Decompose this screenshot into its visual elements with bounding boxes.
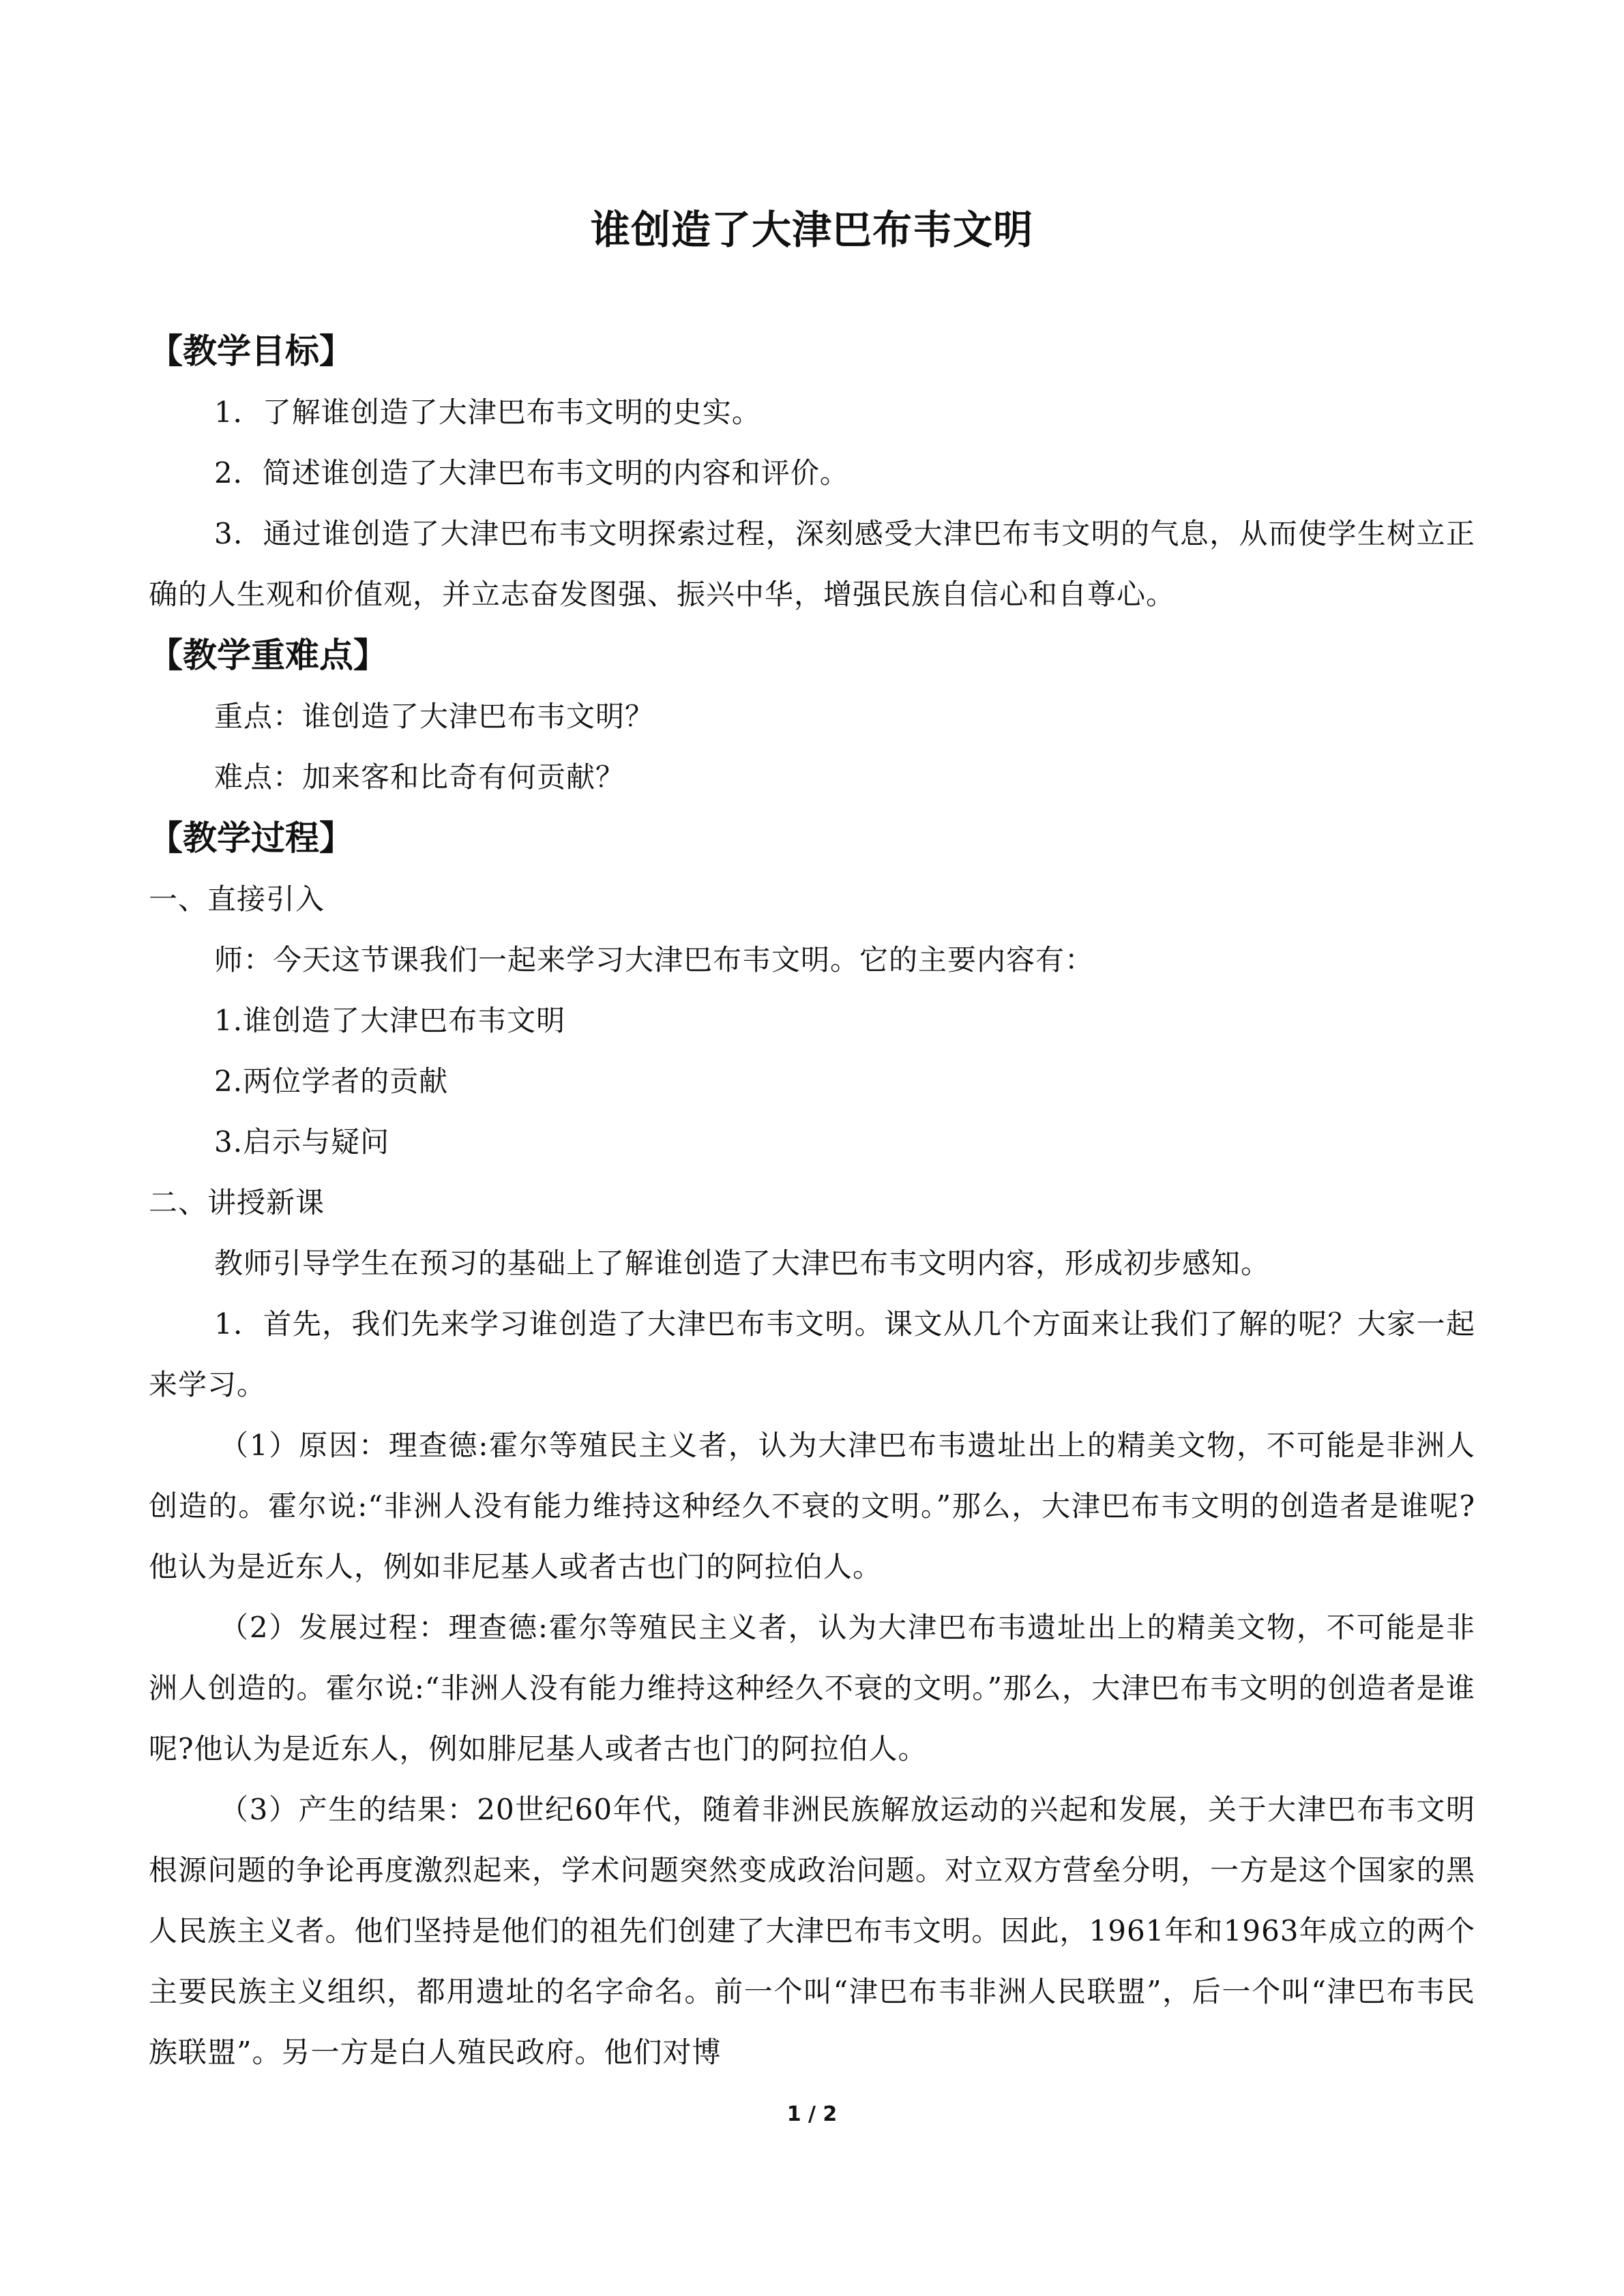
paragraph: （3）产生的结果：20世纪60年代，随着非洲民族解放运动的兴起和发展，关于大津巴布韦文明根源问题的争论再度激烈起来，学术问题突然变成政治问题。对立双方营垒分明，一方是这个国家的黑人民族主义者。他们坚持是他们的祖先们创建了大津巴布韦文明。因此，1961年和1963年成立的两个主要民族主义组织，都用遗址的名字命名。前一个叫“津巴布韦非洲人民联盟”，后一个叫“津巴布韦民族联盟”。另一方是白人殖民政府。他们对博	[149, 1793, 1475, 2069]
list-item: 1.谁创造了大津巴布韦文明	[214, 1004, 566, 1037]
section-heading: 二、讲授新课	[149, 1186, 325, 1219]
page-title: 谁创造了大津巴布韦文明	[590, 207, 1033, 253]
keypoint-item: 难点：加来客和比奇有何贡献？	[214, 760, 625, 794]
list-item: 3.启示与疑问	[214, 1125, 390, 1159]
document-body	[149, 320, 1475, 2083]
paragraph: （1）原因：理查德:霍尔等殖民主义者，认为大津巴布韦遗址出上的精美文物，不可能是非洲人创造的。霍尔说:“非洲人没有能力维持这种经久不衰的文明。”那么，大津巴布韦文明的创造者是谁呢?他认为是近东人，例如非尼基人或者古也门的阿拉伯人。	[149, 1429, 1475, 1583]
keypoints-heading: 【教学重难点】	[149, 636, 387, 675]
paragraph: 师：今天这节课我们一起来学习大津巴布韦文明。它的主要内容有：	[214, 943, 1095, 976]
objective-item: 1．了解谁创造了大津巴布韦文明的史实。	[214, 396, 761, 429]
objective-item: 3．通过谁创造了大津巴布韦文明探索过程，深刻感受大津巴布韦文明的气息，从而使学生树立正确的人生观和价值观，并立志奋发图强、振兴中华，增强民族自信心和自尊心。	[149, 517, 1475, 611]
objectives-heading: 【教学目标】	[149, 331, 353, 371]
list-item: 2.两位学者的贡献	[214, 1064, 449, 1098]
section-heading: 一、直接引入	[149, 882, 325, 916]
paragraph: （2）发展过程：理查德:霍尔等殖民主义者，认为大津巴布韦遗址出上的精美文物，不可能是非洲人创造的。霍尔说:“非洲人没有能力维持这种经久不衰的文明。”那么，大津巴布韦文明的创造者是谁呢?他认为是近东人，例如腓尼基人或者古也门的阿拉伯人。	[149, 1611, 1475, 1765]
paragraph: 教师引导学生在预习的基础上了解谁创造了大津巴布韦文明内容，形成初步感知。	[214, 1247, 1271, 1280]
paragraph: 1．首先，我们先来学习谁创造了大津巴布韦文明。课文从几个方面来让我们了解的呢？大家一起来学习。	[149, 1307, 1475, 1401]
keypoint-item: 重点：谁创造了大津巴布韦文明？	[214, 700, 655, 733]
objective-item: 2．简述谁创造了大津巴布韦文明的内容和评价。	[214, 456, 849, 490]
page-number: 1 / 2	[786, 2102, 838, 2126]
process-heading: 【教学过程】	[149, 818, 353, 858]
